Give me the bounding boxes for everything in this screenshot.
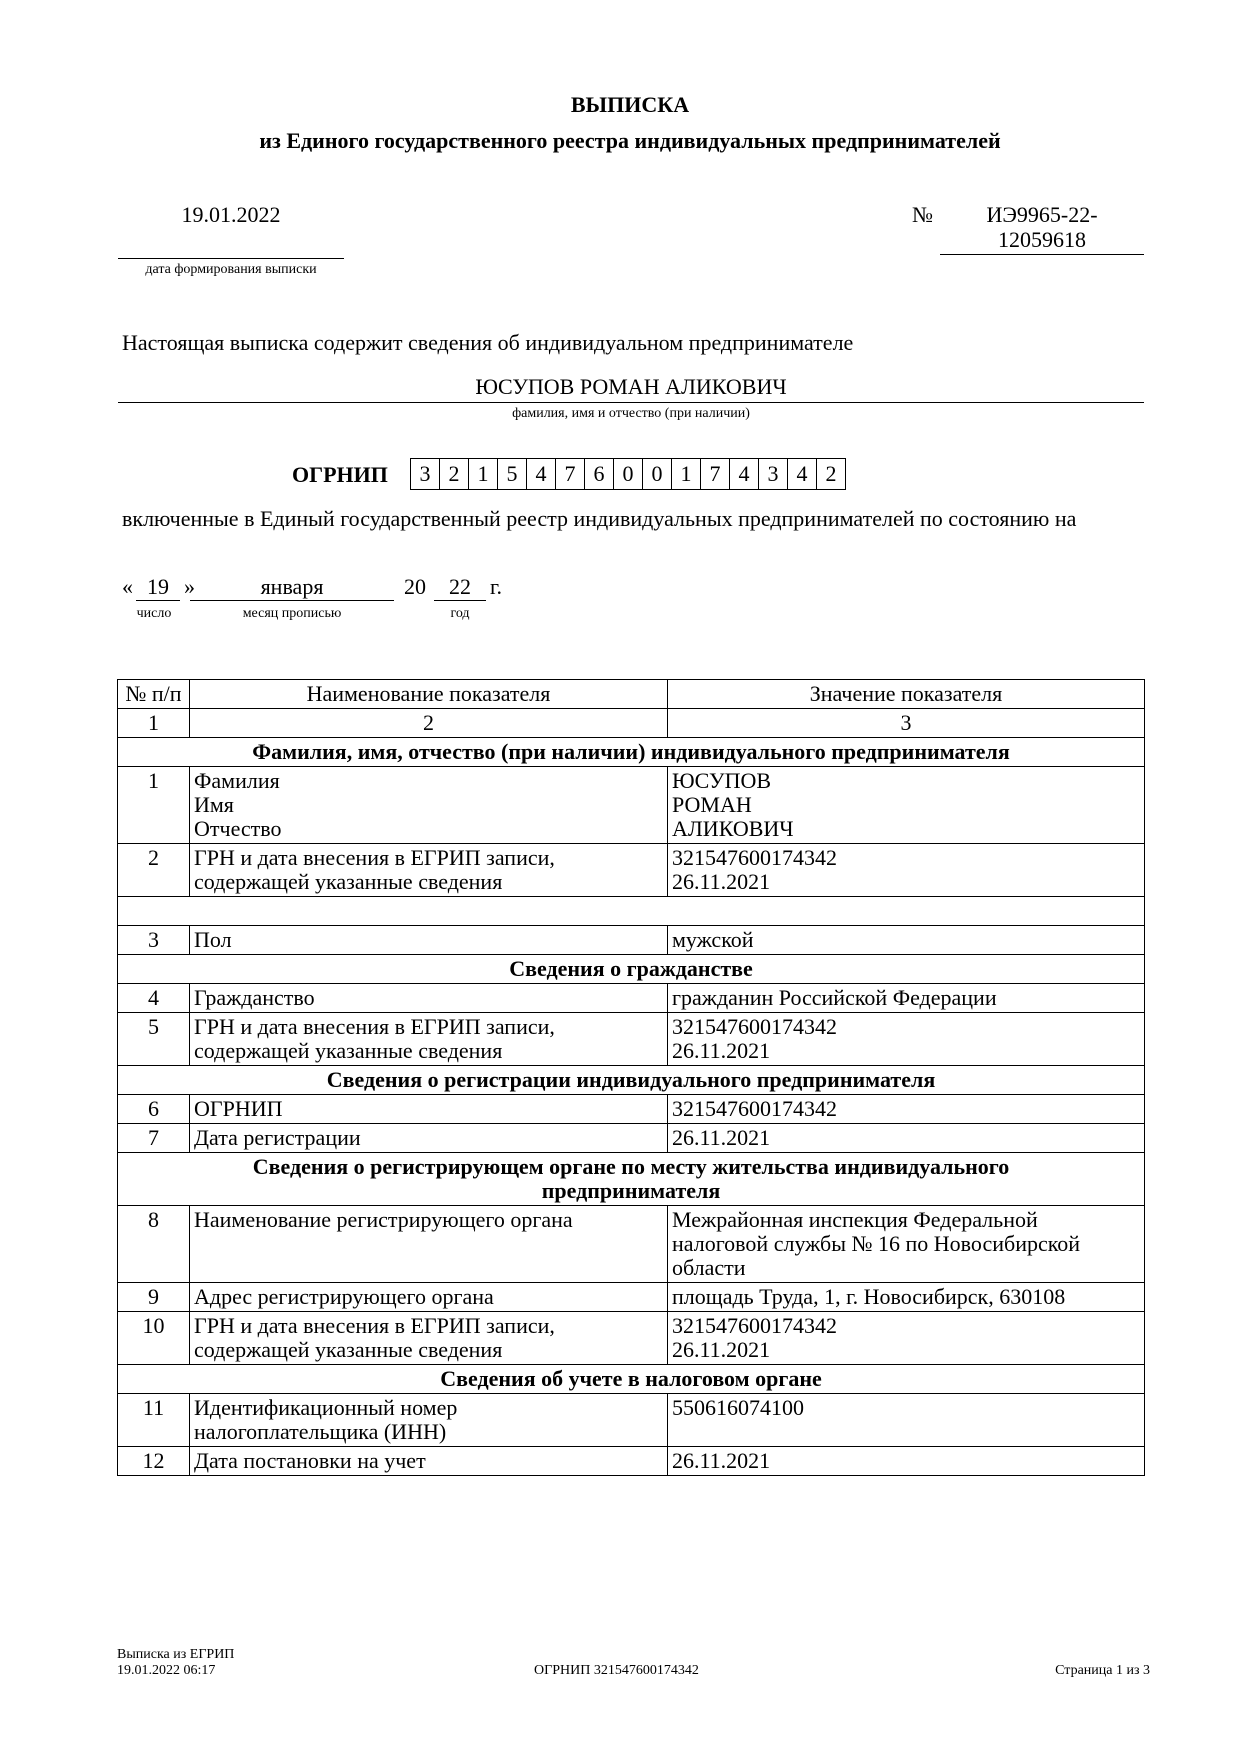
day-caption: число — [136, 606, 172, 621]
row-label: ОГРНИП — [190, 1095, 668, 1124]
value-line: 26.11.2021 — [672, 869, 771, 894]
row-number: 5 — [118, 1013, 190, 1066]
row-number: 1 — [118, 767, 190, 844]
value-line: 321547600174342 — [672, 845, 837, 870]
formation-date-caption: дата формирования выписки — [145, 262, 317, 277]
ogrnip-digit: 2 — [439, 458, 469, 490]
row-value: 26.11.2021 — [668, 1447, 1145, 1476]
table-row — [118, 1312, 1145, 1365]
row-value: 550616074100 — [668, 1394, 1145, 1447]
state-year: 22 — [434, 574, 486, 601]
footer-datetime: 19.01.2022 06:17 — [117, 1663, 216, 1678]
label-line: Отчество — [194, 816, 282, 841]
table-row — [118, 984, 1145, 1013]
row-value — [668, 767, 1145, 844]
entrepreneur-name-field — [118, 374, 1144, 403]
row-number: 7 — [118, 1124, 190, 1153]
formation-date: 19.01.2022 — [181, 202, 281, 227]
row-number: 12 — [118, 1447, 190, 1476]
row-number: 10 — [118, 1312, 190, 1365]
empty-row — [118, 897, 1145, 926]
index-cell: 2 — [190, 709, 668, 738]
value-line: АЛИКОВИЧ — [672, 816, 794, 841]
footer-ogrnip: ОГРНИП 321547600174342 — [534, 1663, 699, 1678]
row-label — [190, 767, 668, 844]
state-day: 19 — [136, 574, 180, 601]
footer-page-number: Страница 1 из 3 — [1055, 1663, 1150, 1678]
row-number: 8 — [118, 1206, 190, 1283]
table-row — [118, 1447, 1145, 1476]
table-row — [118, 1095, 1145, 1124]
row-label: Адрес регистрирующего органа — [190, 1283, 668, 1312]
value-line: 321547600174342 — [672, 1014, 837, 1039]
value-line: РОМАН — [672, 792, 752, 817]
ogrnip-digit-boxes — [411, 458, 846, 490]
ogrnip-digit: 4 — [526, 458, 556, 490]
state-month: января — [190, 574, 394, 601]
quote-open: « — [122, 574, 133, 599]
table-header-row — [118, 680, 1145, 709]
ogrnip-digit: 1 — [671, 458, 701, 490]
row-number: 2 — [118, 844, 190, 897]
row-value — [668, 1206, 1145, 1283]
extract-number-line2: 12059618 — [998, 227, 1086, 252]
table-row — [118, 1283, 1145, 1312]
row-number: 9 — [118, 1283, 190, 1312]
row-value: гражданин Российской Федерации — [668, 984, 1145, 1013]
value-line: налоговой службы № 16 по Новосибирской — [672, 1231, 1081, 1256]
table-row — [118, 1124, 1145, 1153]
ogrnip-digit: 7 — [555, 458, 585, 490]
section-row — [118, 1153, 1145, 1206]
table-index-row — [118, 709, 1145, 738]
row-label: Пол — [190, 926, 668, 955]
section-line: Сведения о регистрирующем органе по месту жительства индивидуального — [252, 1154, 1010, 1179]
table-row — [118, 926, 1145, 955]
value-line: ЮСУПОВ — [672, 768, 772, 793]
label-line: содержащей указанные сведения — [194, 1337, 503, 1362]
ogrnip-digit: 0 — [642, 458, 672, 490]
label-line: ГРН и дата внесения в ЕГРИП записи, — [194, 1014, 555, 1039]
extract-number — [940, 202, 1144, 252]
value-line: 321547600174342 — [672, 1313, 837, 1338]
ogrnip-digit: 3 — [410, 458, 440, 490]
row-label: Гражданство — [190, 984, 668, 1013]
label-line: Имя — [194, 792, 234, 817]
section-row — [118, 1365, 1145, 1394]
month-caption: месяц прописью — [242, 606, 342, 621]
row-value: мужской — [668, 926, 1145, 955]
value-line: области — [672, 1255, 746, 1280]
table-row — [118, 767, 1145, 844]
register-table — [117, 679, 1145, 1476]
quote-close: » — [184, 574, 195, 599]
header-value: Значение показателя — [668, 680, 1145, 709]
index-cell: 1 — [118, 709, 190, 738]
row-number: 11 — [118, 1394, 190, 1447]
row-label: Дата регистрации — [190, 1124, 668, 1153]
ogrnip-label: ОГРНИП — [292, 462, 388, 487]
label-line: ГРН и дата внесения в ЕГРИП записи, — [194, 1313, 555, 1338]
row-value — [668, 844, 1145, 897]
entrepreneur-name: ЮСУПОВ РОМАН АЛИКОВИЧ — [475, 374, 787, 399]
section-row — [118, 1066, 1145, 1095]
section-title: Сведения об учете в налоговом органе — [118, 1365, 1145, 1394]
row-value — [668, 1312, 1145, 1365]
included-text: включенные в Единый государственный реестр индивидуальных предпринимателей по состоянию на — [122, 506, 1077, 531]
index-cell: 3 — [668, 709, 1145, 738]
extract-number-line1: ИЭ9965-22- — [986, 202, 1098, 227]
row-value: площадь Труда, 1, г. Новосибирск, 630108 — [668, 1283, 1145, 1312]
value-line: 26.11.2021 — [672, 1038, 771, 1063]
intro-text: Настоящая выписка содержит сведения об индивидуальном предпринимателе — [122, 330, 854, 355]
row-value — [668, 1013, 1145, 1066]
ogrnip-digit: 1 — [468, 458, 498, 490]
extract-number-field — [940, 202, 1144, 255]
table-row — [118, 1206, 1145, 1283]
state-year-prefix: 20 — [404, 574, 426, 599]
ogrnip-digit: 2 — [816, 458, 846, 490]
empty-cell — [118, 897, 1145, 926]
table-row — [118, 1013, 1145, 1066]
header-name: Наименование показателя — [190, 680, 668, 709]
ogrnip-digit: 5 — [497, 458, 527, 490]
label-line: Фамилия — [194, 768, 280, 793]
row-label: Наименование регистрирующего органа — [190, 1206, 668, 1283]
header-num: № п/п — [118, 680, 190, 709]
row-value: 26.11.2021 — [668, 1124, 1145, 1153]
section-line: предпринимателя — [541, 1178, 721, 1203]
document-subtitle: из Единого государственного реестра индивидуальных предпринимателей — [259, 128, 1001, 153]
ogrnip-digit: 4 — [787, 458, 817, 490]
value-line: 26.11.2021 — [672, 1337, 771, 1362]
row-label — [190, 1394, 668, 1447]
year-abbrev: г. — [490, 574, 503, 599]
number-sign: № — [912, 202, 933, 227]
row-label — [190, 844, 668, 897]
label-line: ГРН и дата внесения в ЕГРИП записи, — [194, 845, 555, 870]
value-line: Межрайонная инспекция Федеральной — [672, 1207, 1038, 1232]
section-title: Сведения о регистрации индивидуального предпринимателя — [118, 1066, 1145, 1095]
row-value: 321547600174342 — [668, 1095, 1145, 1124]
footer-document-name: Выписка из ЕГРИП — [117, 1647, 235, 1662]
row-number: 3 — [118, 926, 190, 955]
ogrnip-digit: 7 — [700, 458, 730, 490]
row-number: 4 — [118, 984, 190, 1013]
table-row — [118, 1394, 1145, 1447]
label-line: содержащей указанные сведения — [194, 869, 503, 894]
section-title — [118, 1153, 1145, 1206]
ogrnip-digit: 3 — [758, 458, 788, 490]
ogrnip-digit: 0 — [613, 458, 643, 490]
row-label — [190, 1013, 668, 1066]
table-row — [118, 844, 1145, 897]
section-row — [118, 738, 1145, 767]
row-number: 6 — [118, 1095, 190, 1124]
section-title: Фамилия, имя, отчество (при наличии) индивидуального предпринимателя — [118, 738, 1145, 767]
label-line: налогоплательщика (ИНН) — [194, 1419, 447, 1444]
label-line: Идентификационный номер — [194, 1395, 458, 1420]
entrepreneur-name-caption: фамилия, имя и отчество (при наличии) — [512, 406, 750, 421]
row-label — [190, 1312, 668, 1365]
document-title: ВЫПИСКА — [570, 92, 690, 117]
label-line: содержащей указанные сведения — [194, 1038, 503, 1063]
section-row — [118, 955, 1145, 984]
section-title: Сведения о гражданстве — [118, 955, 1145, 984]
row-label: Дата постановки на учет — [190, 1447, 668, 1476]
year-caption: год — [450, 606, 470, 621]
ogrnip-digit: 6 — [584, 458, 614, 490]
formation-date-field — [118, 202, 344, 259]
ogrnip-digit: 4 — [729, 458, 759, 490]
